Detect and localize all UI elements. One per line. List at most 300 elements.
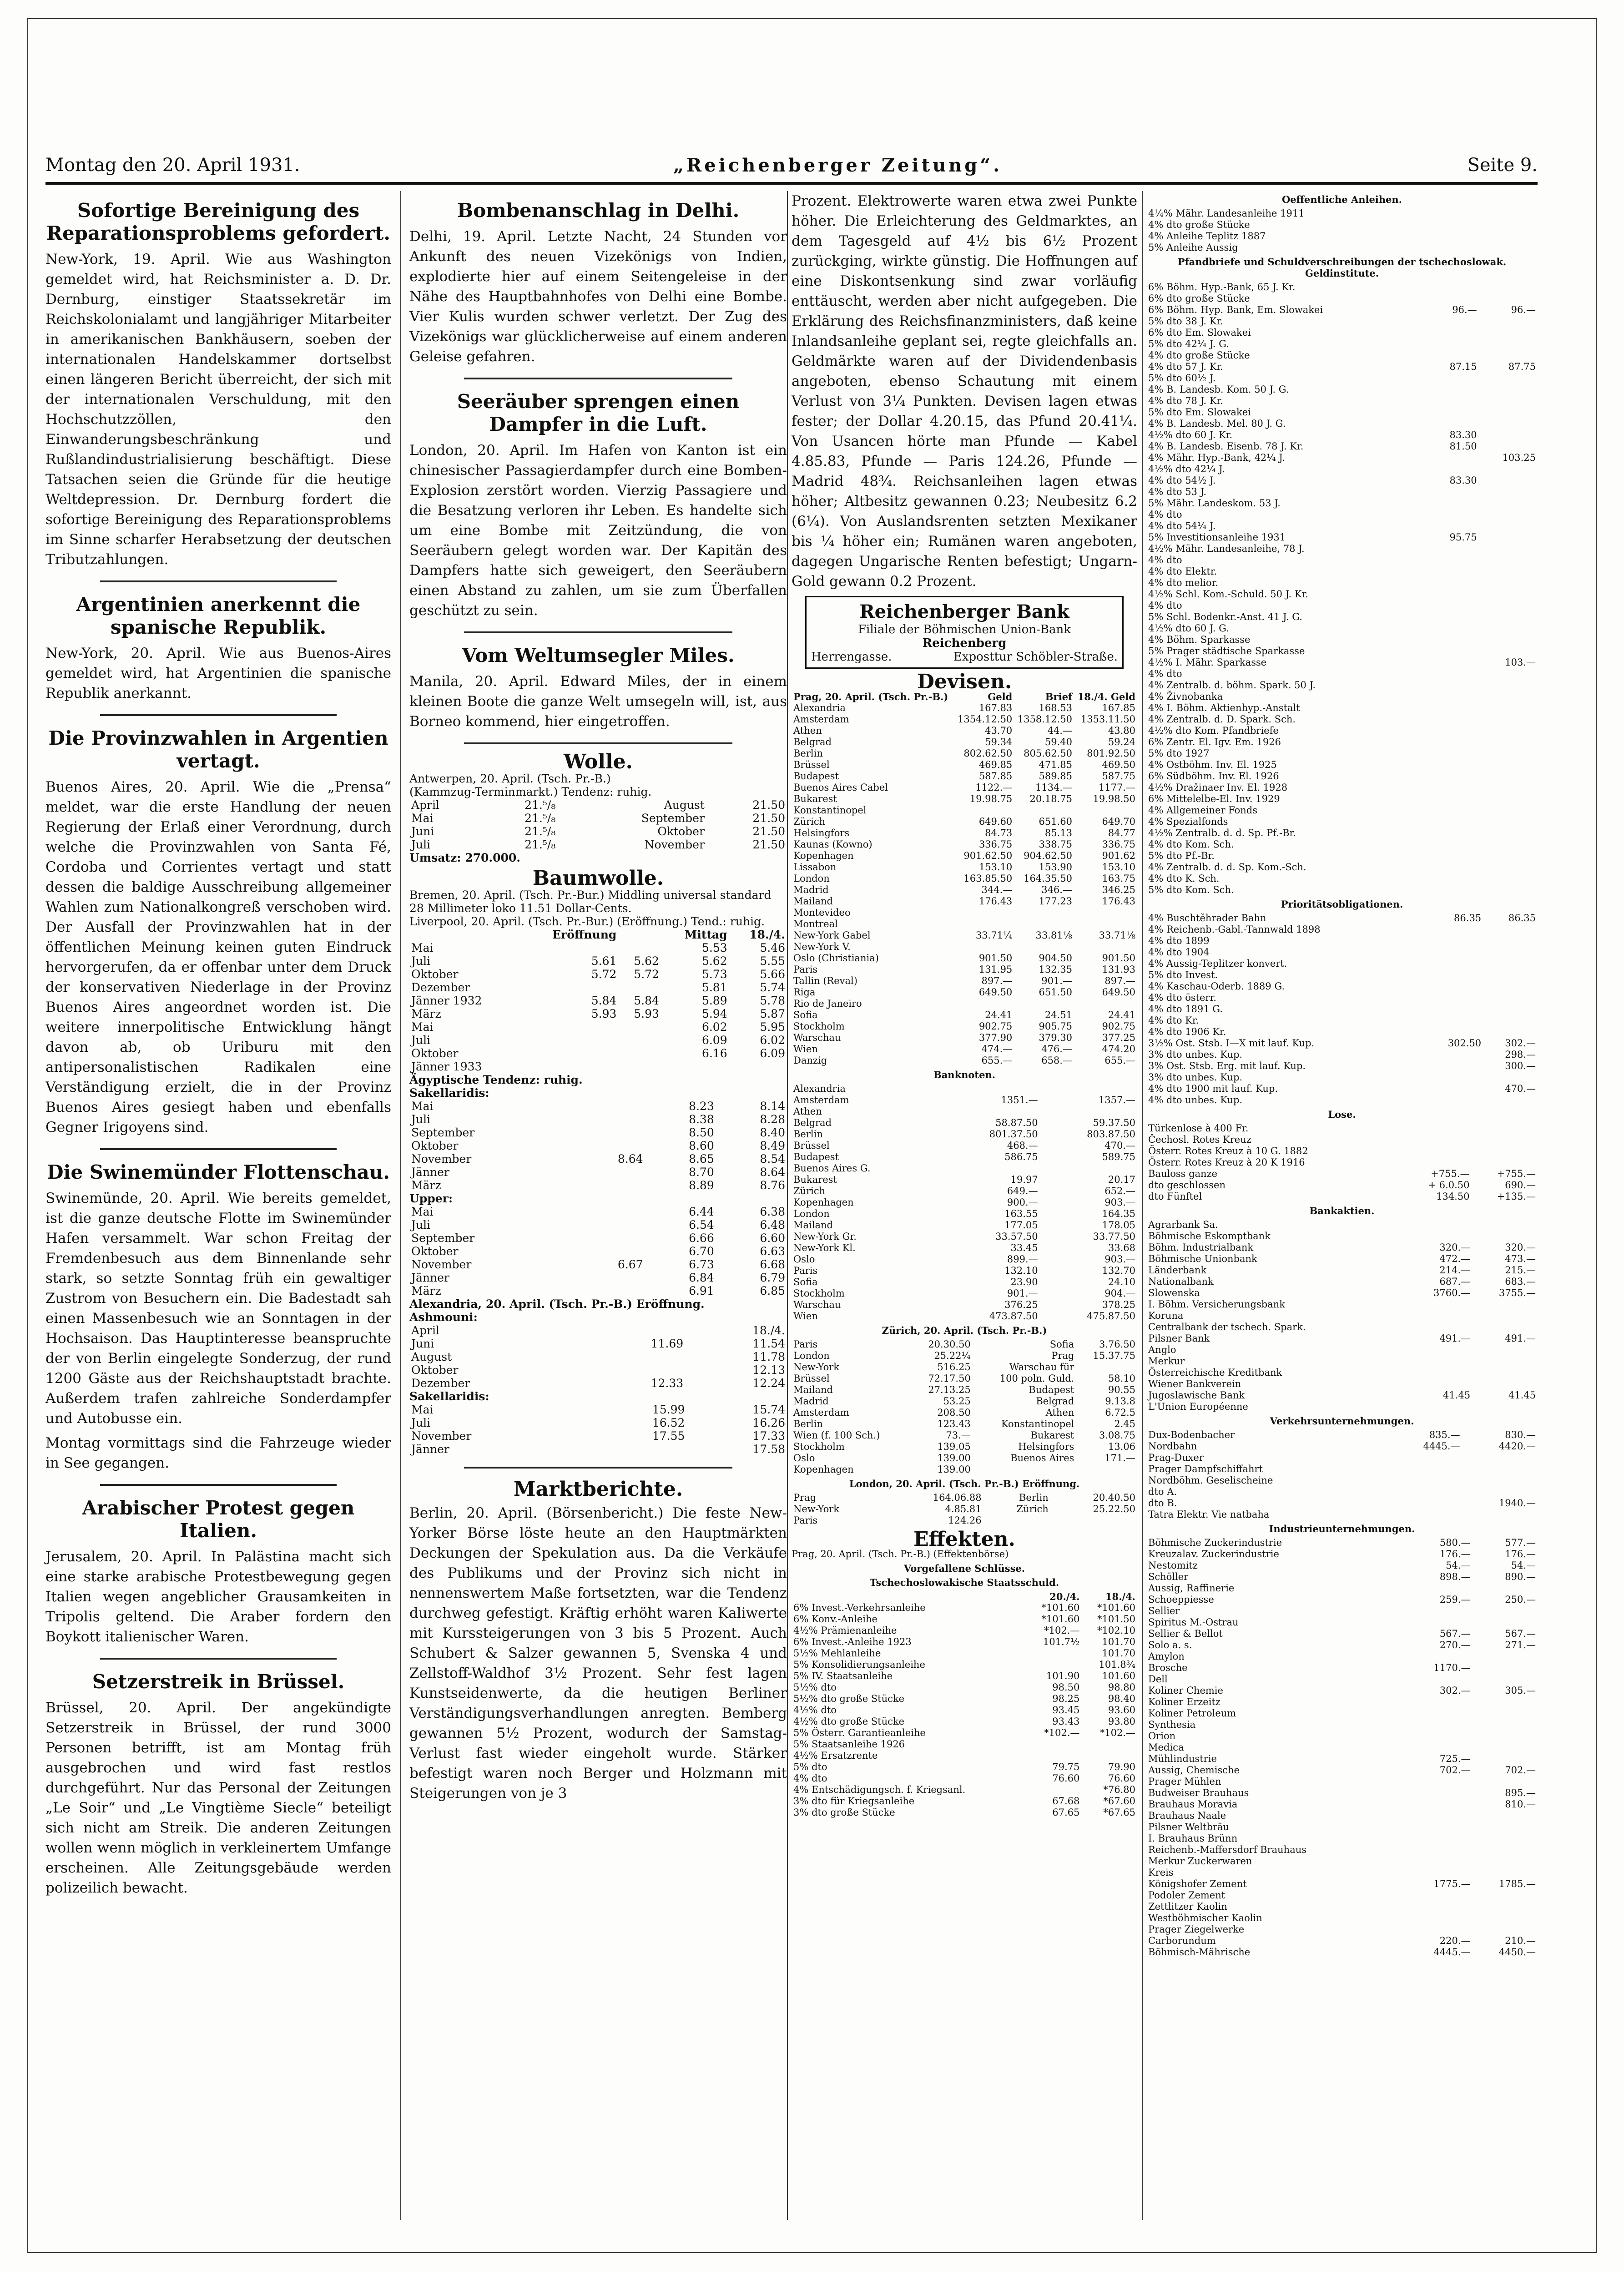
row-value xyxy=(1472,1219,1538,1231)
table-row xyxy=(792,1492,1137,1504)
row-label: Prager Dampfschiffahrt xyxy=(1148,1464,1263,1474)
row-value xyxy=(1014,941,1074,953)
table-row xyxy=(409,1113,787,1126)
table-row xyxy=(409,1126,787,1139)
row-value: 655.— xyxy=(1105,1055,1135,1066)
section-title: Pfandbriefe und Schuldverschreibungen der tschechoslowak. Geldinstitute. xyxy=(1177,256,1507,279)
table-row xyxy=(1146,805,1538,816)
row-value: 58.10 xyxy=(1108,1373,1135,1384)
row-value: 8.70 xyxy=(689,1166,714,1179)
row-value: 344.— xyxy=(981,884,1013,895)
header-rule xyxy=(45,182,1538,185)
row-label: dto A. xyxy=(1148,1486,1177,1497)
row-value xyxy=(1429,577,1478,589)
table-row xyxy=(792,1705,1137,1716)
row-label: Mailand xyxy=(793,1384,833,1395)
table-row xyxy=(792,1311,1137,1322)
table-row xyxy=(792,998,1137,1009)
row-label: Montevideo xyxy=(793,907,851,918)
market-title: Baumwolle. xyxy=(532,867,664,890)
row-value xyxy=(1479,350,1538,361)
row-label: 4½% Prämienanleihe xyxy=(793,1625,897,1636)
article-body: Brüssel, 20. April. Der angekündigte Setzerstreik in Brüssel, der rund 3000 Personen betrifft, ist am Montag früh ausgebrochen und wird fast restlos durchgeführt. Nur das Personal der Zeitungen „Le Soir“ und „Le Vingtième Siecle“ beteiligt sich nicht am Streik. Die anderen Zeitungen wollen wenn möglich in verkleinertem Umfange erscheinen. Alle Zeitungsgebäude werden polizeilich bewacht. xyxy=(45,1700,391,1896)
market-subhead: Ashmouni: xyxy=(409,1311,478,1324)
row-value: 5.95 xyxy=(760,1020,785,1034)
row-label: London xyxy=(793,1208,830,1219)
row-label: 5% Schl. Bodenkr.-Anst. 41 J. G. xyxy=(1148,611,1302,622)
table-row xyxy=(792,975,1137,987)
row-value xyxy=(1479,737,1538,748)
ad-city: Reichenberg xyxy=(922,636,1007,650)
table-row xyxy=(792,1339,1137,1350)
row-value xyxy=(1479,441,1538,452)
row-value: 176.— xyxy=(1505,1549,1536,1559)
row-value: 346.— xyxy=(1041,884,1072,895)
row-label: 6% Zentr. El. Igv. Em. 1926 xyxy=(1148,737,1281,747)
row-label: 4% dto xyxy=(793,1773,827,1784)
section-title: London, 20. April. (Tsch. Pr.-B.) Eröffnung. xyxy=(849,1478,1080,1489)
row-value xyxy=(1429,350,1478,361)
row-value xyxy=(1407,1310,1472,1322)
row-value xyxy=(1026,1784,1082,1796)
row-value: 6.72.5 xyxy=(1105,1407,1135,1418)
row-label: Österreichische Kreditbank xyxy=(1148,1367,1282,1378)
row-value: 167.85 xyxy=(1102,702,1135,713)
row-value: Helsingfors xyxy=(1018,1441,1074,1452)
table-row xyxy=(1146,1935,1538,1947)
row-value xyxy=(519,941,618,954)
row-value: 1354.12.50 xyxy=(958,714,1013,725)
column-header: Prag, 20. April. (Tsch. Pr.-B.) xyxy=(793,691,948,702)
row-label: New-York Gr. xyxy=(793,1231,857,1242)
table-row xyxy=(409,1020,787,1034)
row-value xyxy=(1429,737,1478,748)
row-label: Länderbank xyxy=(1148,1265,1207,1276)
row-value: 210.— xyxy=(1505,1935,1536,1946)
row-label: 4% dto 54¼ J. xyxy=(1148,520,1216,531)
table-row xyxy=(792,1174,1137,1186)
row-value: 5.72 xyxy=(591,968,617,981)
table-row xyxy=(1146,1560,1538,1571)
row-value: 43.70 xyxy=(985,725,1013,736)
row-value: 53.25 xyxy=(943,1396,971,1407)
column-header: Brief xyxy=(1045,691,1072,702)
table-row xyxy=(792,771,1137,782)
row-value xyxy=(1429,282,1478,293)
row-value: *67.65 xyxy=(1103,1807,1135,1818)
row-label: Belgrad xyxy=(793,737,832,747)
row-value: 6.70 xyxy=(689,1245,714,1258)
row-value xyxy=(1479,429,1538,441)
row-value: 178.05 xyxy=(1102,1220,1135,1231)
row-value: 33.45 xyxy=(1010,1242,1038,1253)
table-row xyxy=(792,1515,1137,1526)
header-paper-title: „Reichenberger Zeitung“. xyxy=(673,155,1003,176)
row-value xyxy=(1483,947,1538,958)
row-value: 690.— xyxy=(1505,1180,1536,1191)
row-value xyxy=(1424,1004,1483,1015)
table-row xyxy=(792,1117,1137,1129)
table-row xyxy=(1146,600,1538,611)
row-value: 5.89 xyxy=(701,994,727,1007)
row-label: 4% B. Landesb. Kom. 50 J. G. xyxy=(1148,384,1289,395)
row-value: 27.13.25 xyxy=(928,1384,971,1395)
row-value: 468.— xyxy=(1007,1140,1038,1151)
row-label: London xyxy=(793,1350,830,1361)
table-row xyxy=(1146,623,1538,634)
row-value xyxy=(973,1464,1076,1475)
article-separator xyxy=(464,742,732,744)
table-row xyxy=(1146,242,1538,253)
row-value: 589.85 xyxy=(1039,771,1072,782)
column-divider xyxy=(400,191,401,2220)
table-row xyxy=(792,1453,1137,1464)
row-label: Oslo (Christiania) xyxy=(793,953,879,964)
row-value: 17.58 xyxy=(752,1443,785,1456)
table-row xyxy=(1146,1498,1538,1509)
row-value: 5.81 xyxy=(701,981,727,994)
table-row xyxy=(1146,1509,1538,1520)
row-value: 8.60 xyxy=(689,1139,714,1152)
section-title: Devisen. xyxy=(917,670,1012,693)
row-value: 101.70 xyxy=(1102,1636,1135,1647)
row-label: Kopenhagen xyxy=(793,1197,854,1208)
section-subtitle: Vorgefallene Schlüsse. xyxy=(903,1563,1025,1574)
table-row xyxy=(1146,1924,1538,1935)
row-value xyxy=(1429,873,1478,884)
row-label: Wien xyxy=(793,1311,818,1322)
row-value: 379.30 xyxy=(1039,1032,1072,1043)
table-row xyxy=(792,1021,1137,1032)
article-title: Arabischer Protest gegen Italien. xyxy=(82,1497,355,1542)
row-value: 5.94 xyxy=(701,1007,727,1020)
row-label: dto B. xyxy=(1148,1498,1177,1509)
row-value xyxy=(1407,1731,1472,1742)
devisen-section xyxy=(792,670,1137,1818)
row-value: September xyxy=(641,812,705,825)
row-value: 17.55 xyxy=(652,1429,685,1443)
row-label: Čechosl. Rotes Kreuz xyxy=(1148,1134,1251,1145)
row-value: 898.— xyxy=(1439,1571,1471,1582)
row-label: Paris xyxy=(793,1339,818,1350)
row-value xyxy=(1407,1799,1472,1810)
row-value: 8.50 xyxy=(689,1126,714,1139)
securities-table xyxy=(1146,1429,1538,1520)
row-label: 4% B. Landesb. Eisenb. 78 J. Kr. xyxy=(1148,441,1304,452)
row-value xyxy=(1429,293,1478,304)
table-row xyxy=(1146,1356,1538,1367)
table-row xyxy=(792,1682,1137,1693)
row-value: 21.⁵/₈ xyxy=(525,798,556,812)
row-label: 4% Kaschau-Oderb. 1889 G. xyxy=(1148,981,1285,992)
row-value: 6.73 xyxy=(689,1258,714,1271)
row-label: April xyxy=(411,798,439,812)
row-value xyxy=(1473,1890,1538,1901)
row-value: 33.57.50 xyxy=(995,1231,1038,1242)
row-value xyxy=(1479,509,1538,520)
row-value xyxy=(1407,1901,1472,1913)
row-value: 164.06.88 xyxy=(933,1492,982,1503)
row-value: 153.10 xyxy=(1102,862,1135,873)
table-row xyxy=(1146,702,1538,714)
row-value xyxy=(1407,1708,1472,1719)
row-value xyxy=(1407,1356,1472,1367)
row-label: London xyxy=(793,873,830,884)
row-label: September xyxy=(411,1126,475,1139)
column-header xyxy=(792,1591,1026,1602)
article-separator xyxy=(100,1148,337,1150)
row-value: 904.50 xyxy=(1039,953,1072,964)
row-value: 895.— xyxy=(1505,1787,1536,1798)
row-label: 5% dto Kom. Sch. xyxy=(1148,884,1234,895)
row-value xyxy=(574,1231,645,1245)
row-label: Tallin (Reval) xyxy=(793,975,857,986)
row-label: Zürich xyxy=(793,816,826,827)
table-row xyxy=(1146,1776,1538,1787)
row-value: 93.80 xyxy=(1108,1716,1135,1727)
row-value: 17.33 xyxy=(752,1429,785,1443)
row-label: Prager Mühlen xyxy=(1148,1776,1221,1787)
row-value: 24.10 xyxy=(1108,1277,1135,1287)
table-row xyxy=(792,1106,1137,1117)
row-value: 15.99 xyxy=(652,1403,685,1416)
row-value xyxy=(1407,1674,1472,1685)
section-title: Industrieunternehmungen. xyxy=(1269,1523,1415,1534)
row-value xyxy=(618,941,661,954)
row-label: dto Fünftel xyxy=(1148,1191,1202,1202)
table-row xyxy=(792,1055,1137,1066)
row-value xyxy=(1429,509,1478,520)
row-value: 651.60 xyxy=(1039,816,1072,827)
row-value xyxy=(1424,1072,1483,1083)
row-label: 6% dto große Stücke xyxy=(1148,293,1250,304)
row-value: 471.85 xyxy=(1039,759,1072,770)
article-body: Delhi, 19. April. Letzte Nacht, 24 Stunden vor Ankunft des neuen Vizekönigs von Indien, explodierte hier auf einem Seitengeleise in der Nähe des Hauptbahnhofes von Delhi eine Bombe. Vier Kulis wurden schwer verletzt. Der Zug des Vizekönigs war glücklicherweise auf einem anderen Geleise gefahren. xyxy=(409,228,787,365)
row-value xyxy=(1429,338,1478,350)
table-row xyxy=(1146,1072,1538,1083)
row-label: 3½% Ost. Stsb. I—X mit lauf. Kup. xyxy=(1148,1038,1315,1049)
row-label: Juli xyxy=(411,954,431,968)
article-title: Setzerstreik in Brüssel. xyxy=(92,1670,345,1693)
table-row xyxy=(1146,1890,1538,1901)
table-row xyxy=(792,805,1137,816)
row-value xyxy=(1429,839,1478,850)
row-value xyxy=(1483,924,1538,935)
column-divider xyxy=(787,191,788,2220)
row-value: 801.37.50 xyxy=(989,1129,1038,1140)
table-row xyxy=(1146,1799,1538,1810)
table-row xyxy=(1146,1719,1538,1731)
table-row xyxy=(1146,1753,1538,1765)
table-row xyxy=(792,873,1137,884)
row-label: 4% dto 53 J. xyxy=(1148,486,1207,497)
row-value xyxy=(1472,1356,1538,1367)
securities-table xyxy=(1146,1123,1538,1202)
row-label: Agrarbank Sa. xyxy=(1148,1219,1218,1230)
row-value xyxy=(574,1205,645,1218)
row-value: 4445.— xyxy=(1433,1947,1471,1958)
table-row xyxy=(1146,816,1538,828)
row-value xyxy=(1483,981,1538,992)
row-value xyxy=(1479,623,1538,634)
section-subtitle: Tschechoslowakische Staatsschuld. xyxy=(869,1577,1059,1588)
table-row xyxy=(409,1152,787,1166)
row-value: 586.75 xyxy=(1004,1151,1038,1162)
table-row xyxy=(1146,981,1538,992)
row-value: 81.50 xyxy=(1449,441,1477,452)
row-value: 163.75 xyxy=(1102,873,1135,884)
table-row xyxy=(792,1095,1137,1106)
row-value: 208.50 xyxy=(937,1407,971,1418)
table-row xyxy=(1146,1787,1538,1799)
market-line: Antwerpen, 20. April. (Tsch. Pr.-B.) xyxy=(409,772,611,785)
row-label: 4% dto melior. xyxy=(1148,577,1219,588)
table-row xyxy=(792,793,1137,805)
row-value: Budapest xyxy=(1029,1384,1074,1395)
row-label: Mühlindustrie xyxy=(1148,1753,1217,1764)
table-row xyxy=(1146,566,1538,577)
row-value xyxy=(1074,941,1137,953)
market-line: Liverpool, 20. April. (Tsch. Pr.-Bur.) (Eröffnung.) Tend.: ruhig. xyxy=(409,915,765,928)
table-row xyxy=(792,782,1137,793)
row-label: Zettlitzer Kaolin xyxy=(1148,1901,1227,1912)
row-value xyxy=(1479,850,1538,862)
table-row xyxy=(1146,231,1538,242)
table-row xyxy=(792,1242,1137,1254)
table-row xyxy=(792,725,1137,737)
row-value xyxy=(942,1083,1039,1095)
row-value: 567.— xyxy=(1439,1628,1471,1639)
row-label: Nordböhm. Geselischeine xyxy=(1148,1475,1273,1486)
row-value: 6.67 xyxy=(617,1258,643,1271)
row-label: Koliner Petroleum xyxy=(1148,1708,1236,1719)
row-value: 1785.— xyxy=(1498,1878,1536,1889)
banknoten-table xyxy=(792,1083,1137,1322)
row-label: Prager Ziegelwerke xyxy=(1148,1924,1245,1935)
table-row xyxy=(409,1350,787,1363)
table-row xyxy=(1146,1083,1538,1095)
row-label: 4% dto große Stücke xyxy=(1148,350,1250,361)
row-value: 652.— xyxy=(1105,1186,1135,1196)
table-row xyxy=(1146,304,1538,316)
row-label: Böhmische Zuckerindustrie xyxy=(1148,1537,1282,1548)
table-row xyxy=(1146,947,1538,958)
row-label: Alexandria xyxy=(793,1083,846,1094)
row-value: 131.95 xyxy=(978,964,1013,975)
row-value: 6.84 xyxy=(689,1271,714,1284)
row-label: Sofia xyxy=(793,1277,818,1287)
row-label: I. Brauhaus Brünn xyxy=(1148,1833,1238,1844)
row-value xyxy=(1429,543,1478,555)
table-row xyxy=(1146,714,1538,725)
table-row xyxy=(1146,1696,1538,1708)
market-line: Bremen, 20. April. (Tsch. Pr.-Bur.) Middling universal standard 28 Millimeter loko 11.51 Dollar-Cents. xyxy=(409,888,772,915)
row-label: Jänner xyxy=(411,1271,449,1284)
row-value xyxy=(618,981,661,994)
article-body: New-York, 20. April. Wie aus Buenos-Aires gemeldet wird, hat Argentinien die spanische Republik anerkannt. xyxy=(45,645,391,701)
table-row xyxy=(792,930,1137,941)
table-row xyxy=(792,1265,1137,1277)
row-label: Oktober xyxy=(411,1363,459,1377)
row-value: 8.23 xyxy=(689,1100,714,1113)
table-row xyxy=(792,987,1137,998)
row-value: 835.— xyxy=(1429,1429,1460,1440)
table-row xyxy=(1146,1731,1538,1742)
table-row xyxy=(1146,1742,1538,1753)
table-row xyxy=(1146,1253,1538,1265)
row-label: Oslo xyxy=(793,1453,815,1464)
row-label: Oktober xyxy=(411,1245,459,1258)
table-row xyxy=(1146,1287,1538,1299)
table-row xyxy=(792,907,1137,918)
table-row xyxy=(792,1032,1137,1044)
table-row xyxy=(792,1773,1137,1784)
row-value xyxy=(1424,992,1483,1004)
row-label: Solo a. s. xyxy=(1148,1640,1192,1650)
row-value: 658.— xyxy=(1041,1055,1072,1066)
table-row xyxy=(1146,873,1538,884)
table-row xyxy=(1146,793,1538,805)
article-title: Bombenanschlag in Delhi. xyxy=(457,199,740,222)
row-value: 76.60 xyxy=(1108,1773,1135,1784)
table-row xyxy=(1146,208,1538,219)
row-value xyxy=(1429,384,1478,395)
row-label: Centralbank der tschech. Spark. xyxy=(1148,1322,1306,1332)
securities-table xyxy=(1146,282,1538,896)
table-row xyxy=(1146,913,1538,924)
row-value: 153.90 xyxy=(1039,862,1072,873)
table-row xyxy=(1146,1594,1538,1605)
row-value xyxy=(1407,1844,1472,1856)
row-value: 16.52 xyxy=(652,1416,685,1429)
table-row xyxy=(1146,1901,1538,1913)
row-value: 123.43 xyxy=(937,1418,971,1429)
row-value: 1358.12.50 xyxy=(1017,714,1072,725)
row-label: Kreis xyxy=(1148,1867,1174,1878)
row-value: 5.84 xyxy=(634,994,659,1007)
row-value: 101.60 xyxy=(1102,1670,1135,1681)
row-value xyxy=(1424,947,1483,958)
table-row xyxy=(409,1047,787,1060)
row-value: 901.50 xyxy=(978,953,1013,964)
column-header: Mittag xyxy=(684,928,727,941)
row-value xyxy=(1483,969,1538,981)
row-label: Mailand xyxy=(793,896,833,907)
row-value xyxy=(1429,793,1478,805)
table-row xyxy=(1146,657,1538,668)
securities-table xyxy=(1146,208,1538,253)
table-row xyxy=(409,1034,787,1047)
row-value xyxy=(983,1515,1050,1526)
row-label: 5% Konsolidierungsanleihe xyxy=(793,1659,925,1670)
table-row xyxy=(1146,1095,1538,1106)
row-label: 5% dto Pf.-Br. xyxy=(1148,850,1215,861)
row-value xyxy=(1521,231,1529,242)
row-label: 6% Südböhm. Inv. El. 1926 xyxy=(1148,771,1279,782)
row-value xyxy=(954,941,1014,953)
header-date: Montag den 20. April 1931. xyxy=(45,155,300,176)
cotton-liverpool-table xyxy=(409,928,787,1073)
table-row xyxy=(1146,338,1538,350)
row-value: 6.44 xyxy=(689,1205,714,1218)
row-value: 899.— xyxy=(1007,1254,1038,1265)
row-value: 33.77.50 xyxy=(1093,1231,1135,1242)
row-value xyxy=(1479,293,1538,304)
table-row xyxy=(792,714,1137,725)
table-row xyxy=(1146,884,1538,896)
row-value: 21.50 xyxy=(752,812,785,825)
page-header xyxy=(45,155,1538,182)
